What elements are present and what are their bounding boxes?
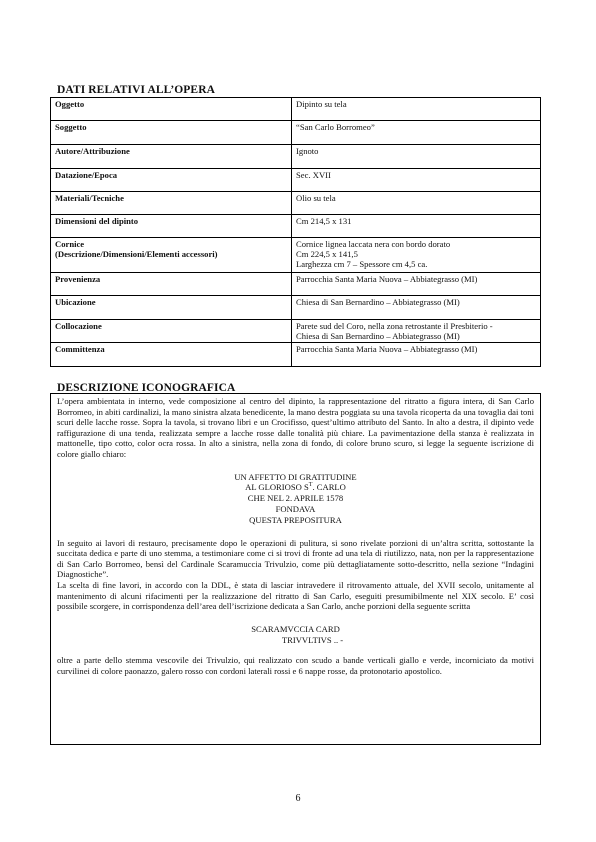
description-paragraph: La scelta di fine lavori, in accordo con la DDL, è stata di lasciar intravedere il ritrovamento attuale, del XVII secolo, unitamente al mantenimento di alcuni rifacimenti per la realizzazione del ritratto di San Carlo, eseguiti presumibilmente nel XIX secolo. E’ così possibile scorgere, in corrispondenza dell’area dell’iscrizione dedicata a San Carlo, anche porzioni della seguente scritta xyxy=(57,579,534,612)
table-row xyxy=(51,296,541,320)
table-row xyxy=(51,320,541,343)
field-label: Autore/Attribuzione xyxy=(51,145,292,169)
table-row xyxy=(51,169,541,192)
field-label: Materiali/Tecniche xyxy=(51,192,292,215)
field-label: Committenza xyxy=(51,343,292,367)
inscription-line: AL GLORIOSO $S^T$. CARLO xyxy=(245,482,346,493)
inscription-line: TRIVVLTIVS .. - xyxy=(281,634,344,645)
description-paragraph: L’opera ambientata in interno, vede composizione al centro del dipinto, la rappresentazione del ritratto a figura intera, di San Carlo Borromeo, in abiti cardinalizi, la mano sinistra alzata benedicente, la mano destra poggiata su una tavola ricoperta da una tovaglia dai toni scuri delle lacche rosse. Sopra la tavola, si trovano libri e un Crocifisso, quest’ultimo attributo del Santo. In alto a destra, il dipinto vede raffigurazione di una tenda, realizzata sempre a lacche rosse dalle tonalità più chiare. La pavimentazione della stanza è realizzata in mattonelle, tipo cotto, color ocra rossa. In alto a sinistra, nella zona di fondo, di colore bruno scuro, si legge la seguente iscrizione di colore giallo chiaro: xyxy=(57,396,534,459)
field-value: Ignoto xyxy=(292,145,541,169)
table-row xyxy=(51,215,541,238)
description-paragraph: oltre a parte dello stemma vescovile dei Trivulzio, qui realizzato con scudo a bande verticali giallo e verde, incorniciato da motivi curvilinei di colore paonazzo, galero rosso con cordoni laterali rossi e 6 nappe rosse, da protonotario apostolico. xyxy=(57,655,534,676)
field-label: Datazione/Epoca xyxy=(51,169,292,192)
inscription-line: UN AFFETTO DI GRATITUDINE xyxy=(234,471,357,482)
inscription-line: SCARAMVCCIA CARD xyxy=(251,623,340,634)
inscription-dedication xyxy=(57,472,534,526)
field-label: Cornice (Descrizione/Dimensioni/Elementi accessori) xyxy=(51,238,292,273)
field-label: Collocazione xyxy=(51,320,292,343)
field-value: Cm 214,5 x 131 xyxy=(292,215,541,238)
table-row xyxy=(51,238,541,273)
field-value: Olio su tela xyxy=(292,192,541,215)
artwork-data-table xyxy=(50,97,541,367)
table-row xyxy=(51,273,541,296)
section-title-dati: DATI RELATIVI ALL’OPERA xyxy=(57,84,216,96)
inscription-line: FONDAVA xyxy=(275,503,316,514)
field-label: Oggetto xyxy=(51,98,292,121)
table-row xyxy=(51,98,541,121)
table-row xyxy=(51,145,541,169)
field-value: Dipinto su tela xyxy=(292,98,541,121)
field-value: Cornice lignea laccata nera con bordo dorato Cm 224,5 x 141,5 Larghezza cm 7 – Spessore cm 4,5 ca. xyxy=(292,238,541,273)
field-value: Chiesa di San Bernardino – Abbiategrasso (MI) xyxy=(292,296,541,320)
field-label: Dimensioni del dipinto xyxy=(51,215,292,238)
description-box xyxy=(50,393,541,745)
inscription-scaramuccia xyxy=(57,624,534,646)
field-value: Sec. XVII xyxy=(292,169,541,192)
field-label: Soggetto xyxy=(51,121,292,145)
table-row xyxy=(51,121,541,145)
field-label: Ubicazione xyxy=(51,296,292,320)
table-row xyxy=(51,343,541,367)
table-row xyxy=(51,192,541,215)
field-label: Provenienza xyxy=(51,273,292,296)
inscription-line: QUESTA PREPOSITURA xyxy=(249,514,342,525)
inscription-line: CHE NEL 2. APRILE 1578 xyxy=(247,493,344,504)
description-paragraph: In seguito ai lavori di restauro, precisamente dopo le operazioni di pulitura, si sono rivelate porzioni di un’altra scritta, sottostante la succitata dedica e parte di uno stemma, a testimoniare come ci si trovi di fronte ad una tela di riutilizzo, nata, non per la rappresentazione di San Carlo Borromeo, bensì del Cardinale Scaramuccia Trivulzio, come più dettagliatamente sotto-descritto, nella sezione “Indagini Diagnostiche”. xyxy=(57,537,534,580)
section-title-descrizione: DESCRIZIONE ICONOGRAFICA xyxy=(57,382,236,394)
field-value: Parete sud del Coro, nella zona retrostante il Presbiterio - Chiesa di San Bernardino – Abbiategrasso (MI) xyxy=(292,320,541,343)
field-value: “San Carlo Borromeo” xyxy=(292,121,541,145)
field-value: Parrocchia Santa Maria Nuova – Abbiategrasso (MI) xyxy=(292,273,541,296)
field-value: Parrocchia Santa Maria Nuova – Abbiategrasso (MI) xyxy=(292,343,541,367)
page-number: 6 xyxy=(295,793,301,804)
